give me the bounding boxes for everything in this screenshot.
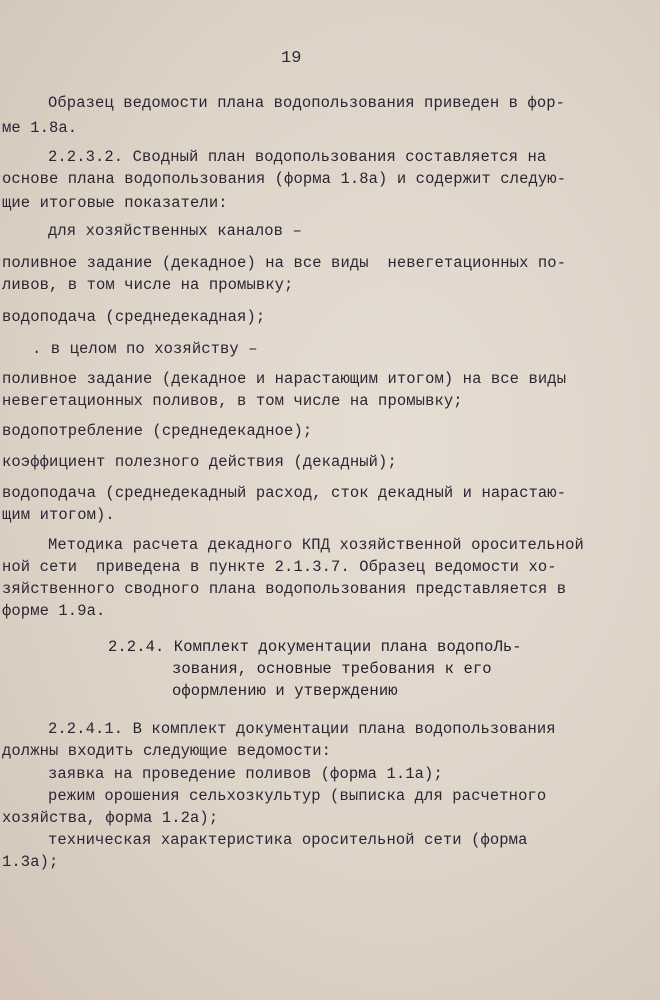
text-line: коэффициент полезного действия (декадный); [2, 453, 397, 471]
text-line: зяйственного сводного плана водопользования представляется в [2, 580, 567, 598]
text-line: для хозяйственных каналов – [48, 222, 302, 240]
text-line: режим орошения сельхозкультур (выписка для расчетного [48, 787, 547, 805]
text-line: . в целом по хозяйству – [32, 340, 258, 358]
text-line: 2.2.4.1. В комплект документации плана водопользования [48, 720, 556, 738]
section-heading-line: оформлению и утверждению [172, 682, 398, 700]
text-line: техническая характеристика оросительной сети (форма [48, 831, 528, 849]
text-line: 1.3а); [2, 853, 59, 871]
text-line: ме 1.8а. [2, 119, 78, 137]
text-line: щим итогом). [2, 506, 115, 524]
text-line: поливное задание (декадное) на все виды невегетационных по- [2, 254, 567, 272]
text-line: невегетационных поливов, в том числе на промывку; [2, 392, 463, 410]
page-number: 19 [281, 49, 302, 68]
text-line: должны входить следующие ведомости: [2, 742, 332, 760]
text-line: водоподача (среднедекадный расход, сток декадный и нарастаю- [2, 484, 567, 502]
text-line: поливное задание (декадное и нарастающим итогом) на все виды [2, 370, 567, 388]
section-heading-line: зования, основные требования к его [172, 660, 492, 678]
text-line: Образец ведомости плана водопользования приведен в фор- [48, 94, 566, 112]
text-line: щие итоговые показатели: [2, 194, 228, 212]
text-line: заявка на проведение поливов (форма 1.1а); [48, 765, 443, 783]
text-line: основе плана водопользования (форма 1.8а) и содержит следую- [2, 170, 567, 188]
section-heading-line: 2.2.4. Комплект документации плана водопоЛь- [108, 638, 522, 656]
text-line: форме 1.9а. [2, 602, 106, 620]
text-line: водоподача (среднедекадная); [2, 308, 266, 326]
text-line: водопотребление (среднедекадное); [2, 422, 313, 440]
text-line: Методика расчета декадного КПД хозяйственной оросительной [48, 536, 584, 554]
text-line: ливов, в том числе на промывку; [2, 276, 294, 294]
text-line: 2.2.3.2. Сводный план водопользования составляется на [48, 148, 547, 166]
text-line: ной сети приведена в пункте 2.1.3.7. Образец ведомости хо- [2, 558, 557, 576]
text-line: хозяйства, форма 1.2а); [2, 809, 219, 827]
